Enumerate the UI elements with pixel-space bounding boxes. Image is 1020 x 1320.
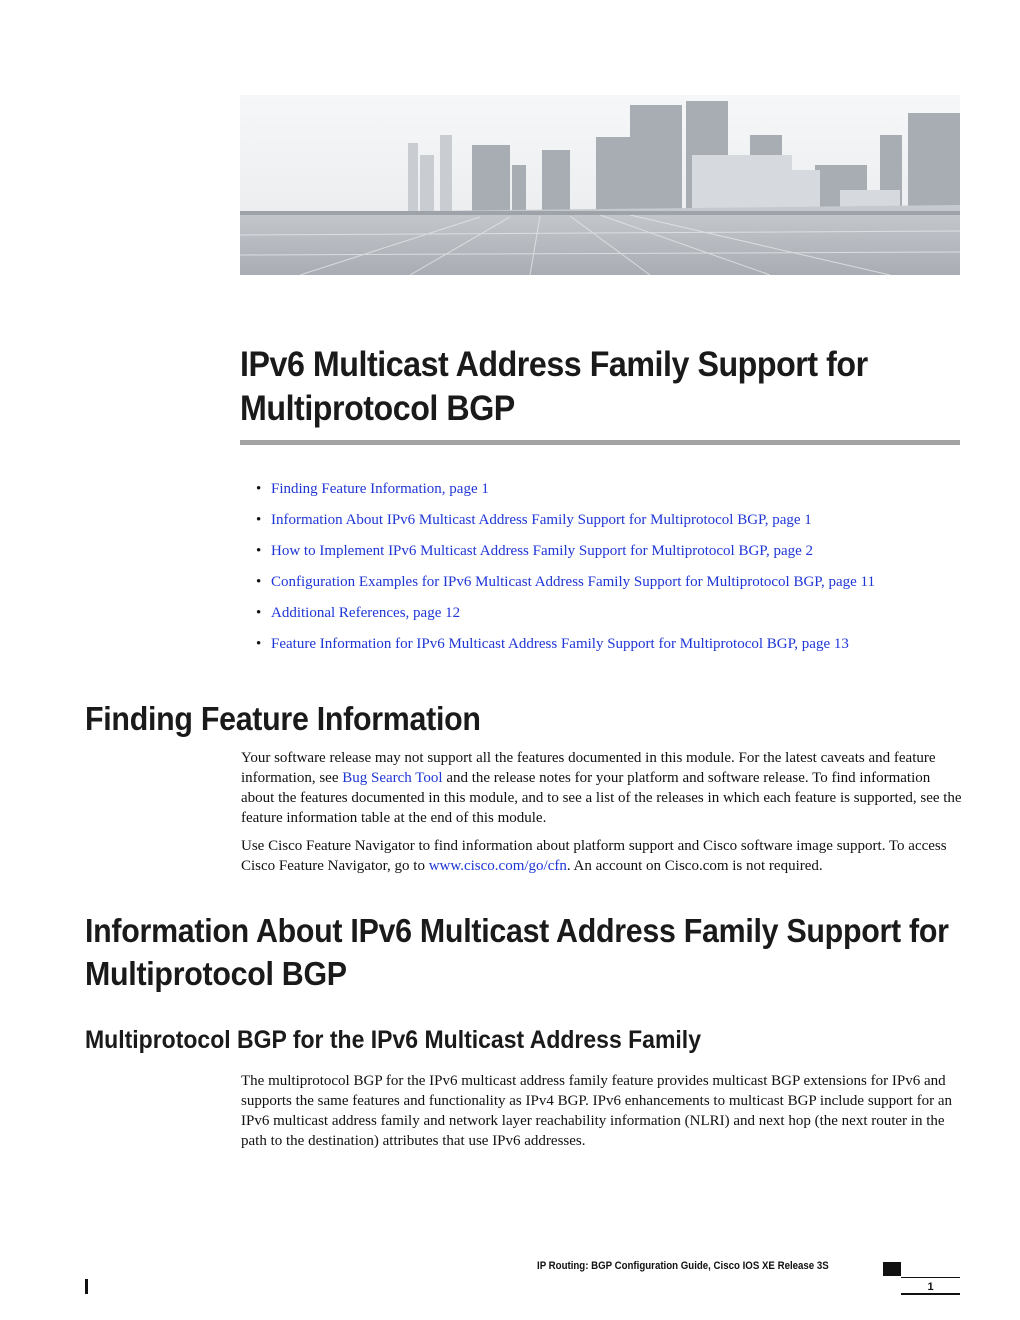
bullet-icon: • — [256, 605, 262, 621]
toc-item — [256, 635, 875, 666]
toc-item — [256, 480, 875, 511]
bullet-icon: • — [256, 574, 262, 590]
feature-navigator-link[interactable]: www.cisco.com/go/cfn — [428, 858, 567, 874]
footer-left-marker — [85, 1279, 88, 1294]
section-heading-information-about: Information About IPv6 Multicast Address Family Support for Multiprotocol BGP — [85, 912, 949, 992]
page-number: 1 — [901, 1277, 960, 1295]
toc-link-additional-references[interactable]: Additional References, page 12 — [271, 605, 461, 621]
toc-link-configuration-examples[interactable]: Configuration Examples for IPv6 Multicast Address Family Support for Multiprotocol BGP, page 11 — [271, 574, 875, 590]
paragraph-text: Your software release may not support all the features documented in this module. For the latest caveats and feature information, see — [241, 750, 936, 786]
bullet-icon: • — [256, 512, 262, 528]
bug-search-tool-link[interactable]: Bug Search Tool — [342, 770, 443, 786]
header-skyline-image — [240, 95, 960, 275]
finding-paragraph-1 — [241, 748, 963, 828]
paragraph-text: Use Cisco Feature Navigator to find information about platform support and Cisco software image support. To access Cisco Feature Navigator, go to — [241, 838, 947, 874]
bullet-icon: • — [256, 543, 262, 559]
toc-link-information-about[interactable]: Information About IPv6 Multicast Address Family Support for Multiprotocol BGP, page 1 — [271, 512, 812, 528]
toc-item — [256, 511, 875, 542]
table-of-contents — [256, 480, 875, 666]
footer-marker — [883, 1262, 901, 1276]
finding-paragraph-2 — [241, 836, 963, 876]
toc-link-finding-feature-information[interactable]: Finding Feature Information, page 1 — [271, 481, 489, 497]
toc-link-how-to-implement[interactable]: How to Implement IPv6 Multicast Address Family Support for Multiprotocol BGP, page 2 — [271, 543, 814, 559]
toc-link-feature-information[interactable]: Feature Information for IPv6 Multicast Address Family Support for Multiprotocol BGP, page 13 — [271, 636, 849, 652]
bullet-icon: • — [256, 636, 262, 652]
toc-item — [256, 573, 875, 604]
section-heading-finding-feature-information: Finding Feature Information — [85, 700, 481, 737]
bullet-icon: • — [256, 481, 262, 497]
paragraph-text: and the release notes for your platform and software release. To find information about the features documented in this module, and to see a list of the releases in which each feature is supported, see the feature information table at the end of this module. — [241, 770, 962, 826]
subsection-heading-multiprotocol-bgp: Multiprotocol BGP for the IPv6 Multicast Address Family — [85, 1026, 701, 1054]
toc-item — [256, 604, 875, 635]
title-divider — [240, 440, 960, 445]
page-title: IPv6 Multicast Address Family Support for Multiprotocol BGP — [240, 345, 868, 428]
toc-item — [256, 542, 875, 573]
information-paragraph: The multiprotocol BGP for the IPv6 multicast address family feature provides multicast BGP extensions for IPv6 and supports the same features and functionality as IPv4 BGP. IPv6 enhancements to multicast BGP include support for an IPv6 multicast address family and network layer reachability information (NLRI) and next hop (the next router in the path to the destination) attributes that use IPv6 addresses. — [241, 1073, 952, 1149]
paragraph-text: . An account on Cisco.com is not required. — [566, 858, 823, 874]
footer-guide-title: IP Routing: BGP Configuration Guide, Cisco IOS XE Release 3S — [537, 1260, 829, 1272]
